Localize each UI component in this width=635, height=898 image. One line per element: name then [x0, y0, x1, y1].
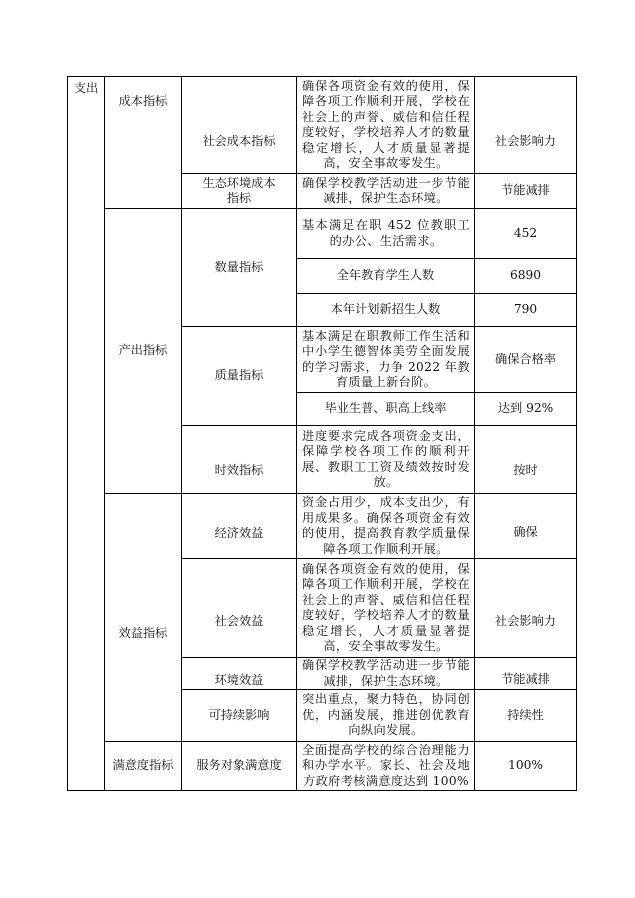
content-sustainability: 突出重点，聚力特色，协同创优，内涵发展，推进创优教育向纵向发展。 — [302, 692, 470, 738]
target-environment: 节能减排 — [501, 671, 550, 686]
content-eco-cost: 确保学校教学活动进一步节能减排，保护生态环境。 — [302, 175, 470, 205]
level2-quantity: 数量指标 — [214, 259, 264, 274]
target-service-satisfaction: 100% — [508, 758, 543, 773]
level2-social-benefit: 社会效益 — [214, 614, 264, 629]
content-students-total: 全年教育学生人数 — [336, 268, 435, 283]
target-graduation-rate: 达到 92% — [497, 401, 554, 416]
content-staff-needs: 基本满足在职 452 位教职工的办公、生活需求。 — [302, 218, 470, 248]
level2-timeliness: 时效指标 — [214, 462, 264, 477]
target-eco-cost: 节能减排 — [501, 183, 550, 198]
target-quality: 确保合格率 — [495, 351, 556, 366]
target-economic: 确保 — [513, 525, 538, 540]
level2-service-satisfaction: 服务对象满意度 — [196, 758, 282, 773]
content-economic: 资金占用少，成本支出少，有用成果多。确保各项资金有效的使用，提高教育教学质量保障各项工作顺利开展。 — [302, 495, 470, 556]
content-social-benefit: 确保各项资金有效的使用，保障各项工作顺利开展，学校在社会上的声誉、威信和信任程度较好，学校培养人才的数量稳定增长，人才质量显著提高，安全事故零发生。 — [302, 561, 470, 653]
level2-sustainability: 可持续影响 — [208, 707, 270, 722]
level2-eco-cost: 生态环境成本指标 — [202, 175, 276, 205]
content-timeliness: 进度要求完成各项资金支出，保障学校各项工作的顺利开展、教职工工资及绩效按时发放。 — [302, 428, 470, 489]
content-environment: 确保学校教学活动进一步节能减排，保护生态环境。 — [302, 658, 470, 688]
target-staff-count: 452 — [513, 225, 538, 240]
content-service-satisfaction: 全面提高学校的综合治理能力和办学水平。家长、社会及地方政府考核满意度达到 100% — [302, 742, 470, 788]
content-graduation-rate: 毕业生普、职高上线率 — [324, 401, 447, 416]
category-cell: 支出 — [73, 81, 99, 95]
level1-cost-indicator: 成本指标 — [118, 94, 168, 109]
content-social-cost: 确保各项资金有效的使用，保障各项工作顺利开展，学校在社会上的声誉、威信和信任程度较好，学校培养人才的数量稳定增长，人才质量显著提高，安全事故零发生。 — [302, 78, 470, 170]
level2-environment: 环境效益 — [214, 672, 264, 687]
target-social-cost: 社会影响力 — [495, 134, 556, 149]
target-sustainability: 持续性 — [507, 707, 544, 722]
target-timeliness: 按时 — [513, 462, 538, 477]
target-students-total: 6890 — [509, 268, 542, 283]
level2-social-cost: 社会成本指标 — [202, 134, 276, 149]
level2-economic: 经济效益 — [214, 526, 264, 541]
content-quality: 基本满足在职教师工作生活和中小学生德智体美劳全面发展的学习需求，力争 2022 年教育质量上新台阶。 — [302, 328, 470, 389]
target-new-enrollment: 790 — [513, 302, 538, 317]
level2-quality: 质量指标 — [214, 368, 264, 383]
level1-output-indicator: 产出指标 — [118, 343, 168, 358]
target-social-benefit: 社会影响力 — [495, 614, 556, 629]
level1-benefit-indicator: 效益指标 — [118, 625, 168, 640]
level1-satisfaction-indicator: 满意度指标 — [112, 758, 174, 773]
content-new-enrollment: 本年计划新招生人数 — [330, 302, 441, 317]
